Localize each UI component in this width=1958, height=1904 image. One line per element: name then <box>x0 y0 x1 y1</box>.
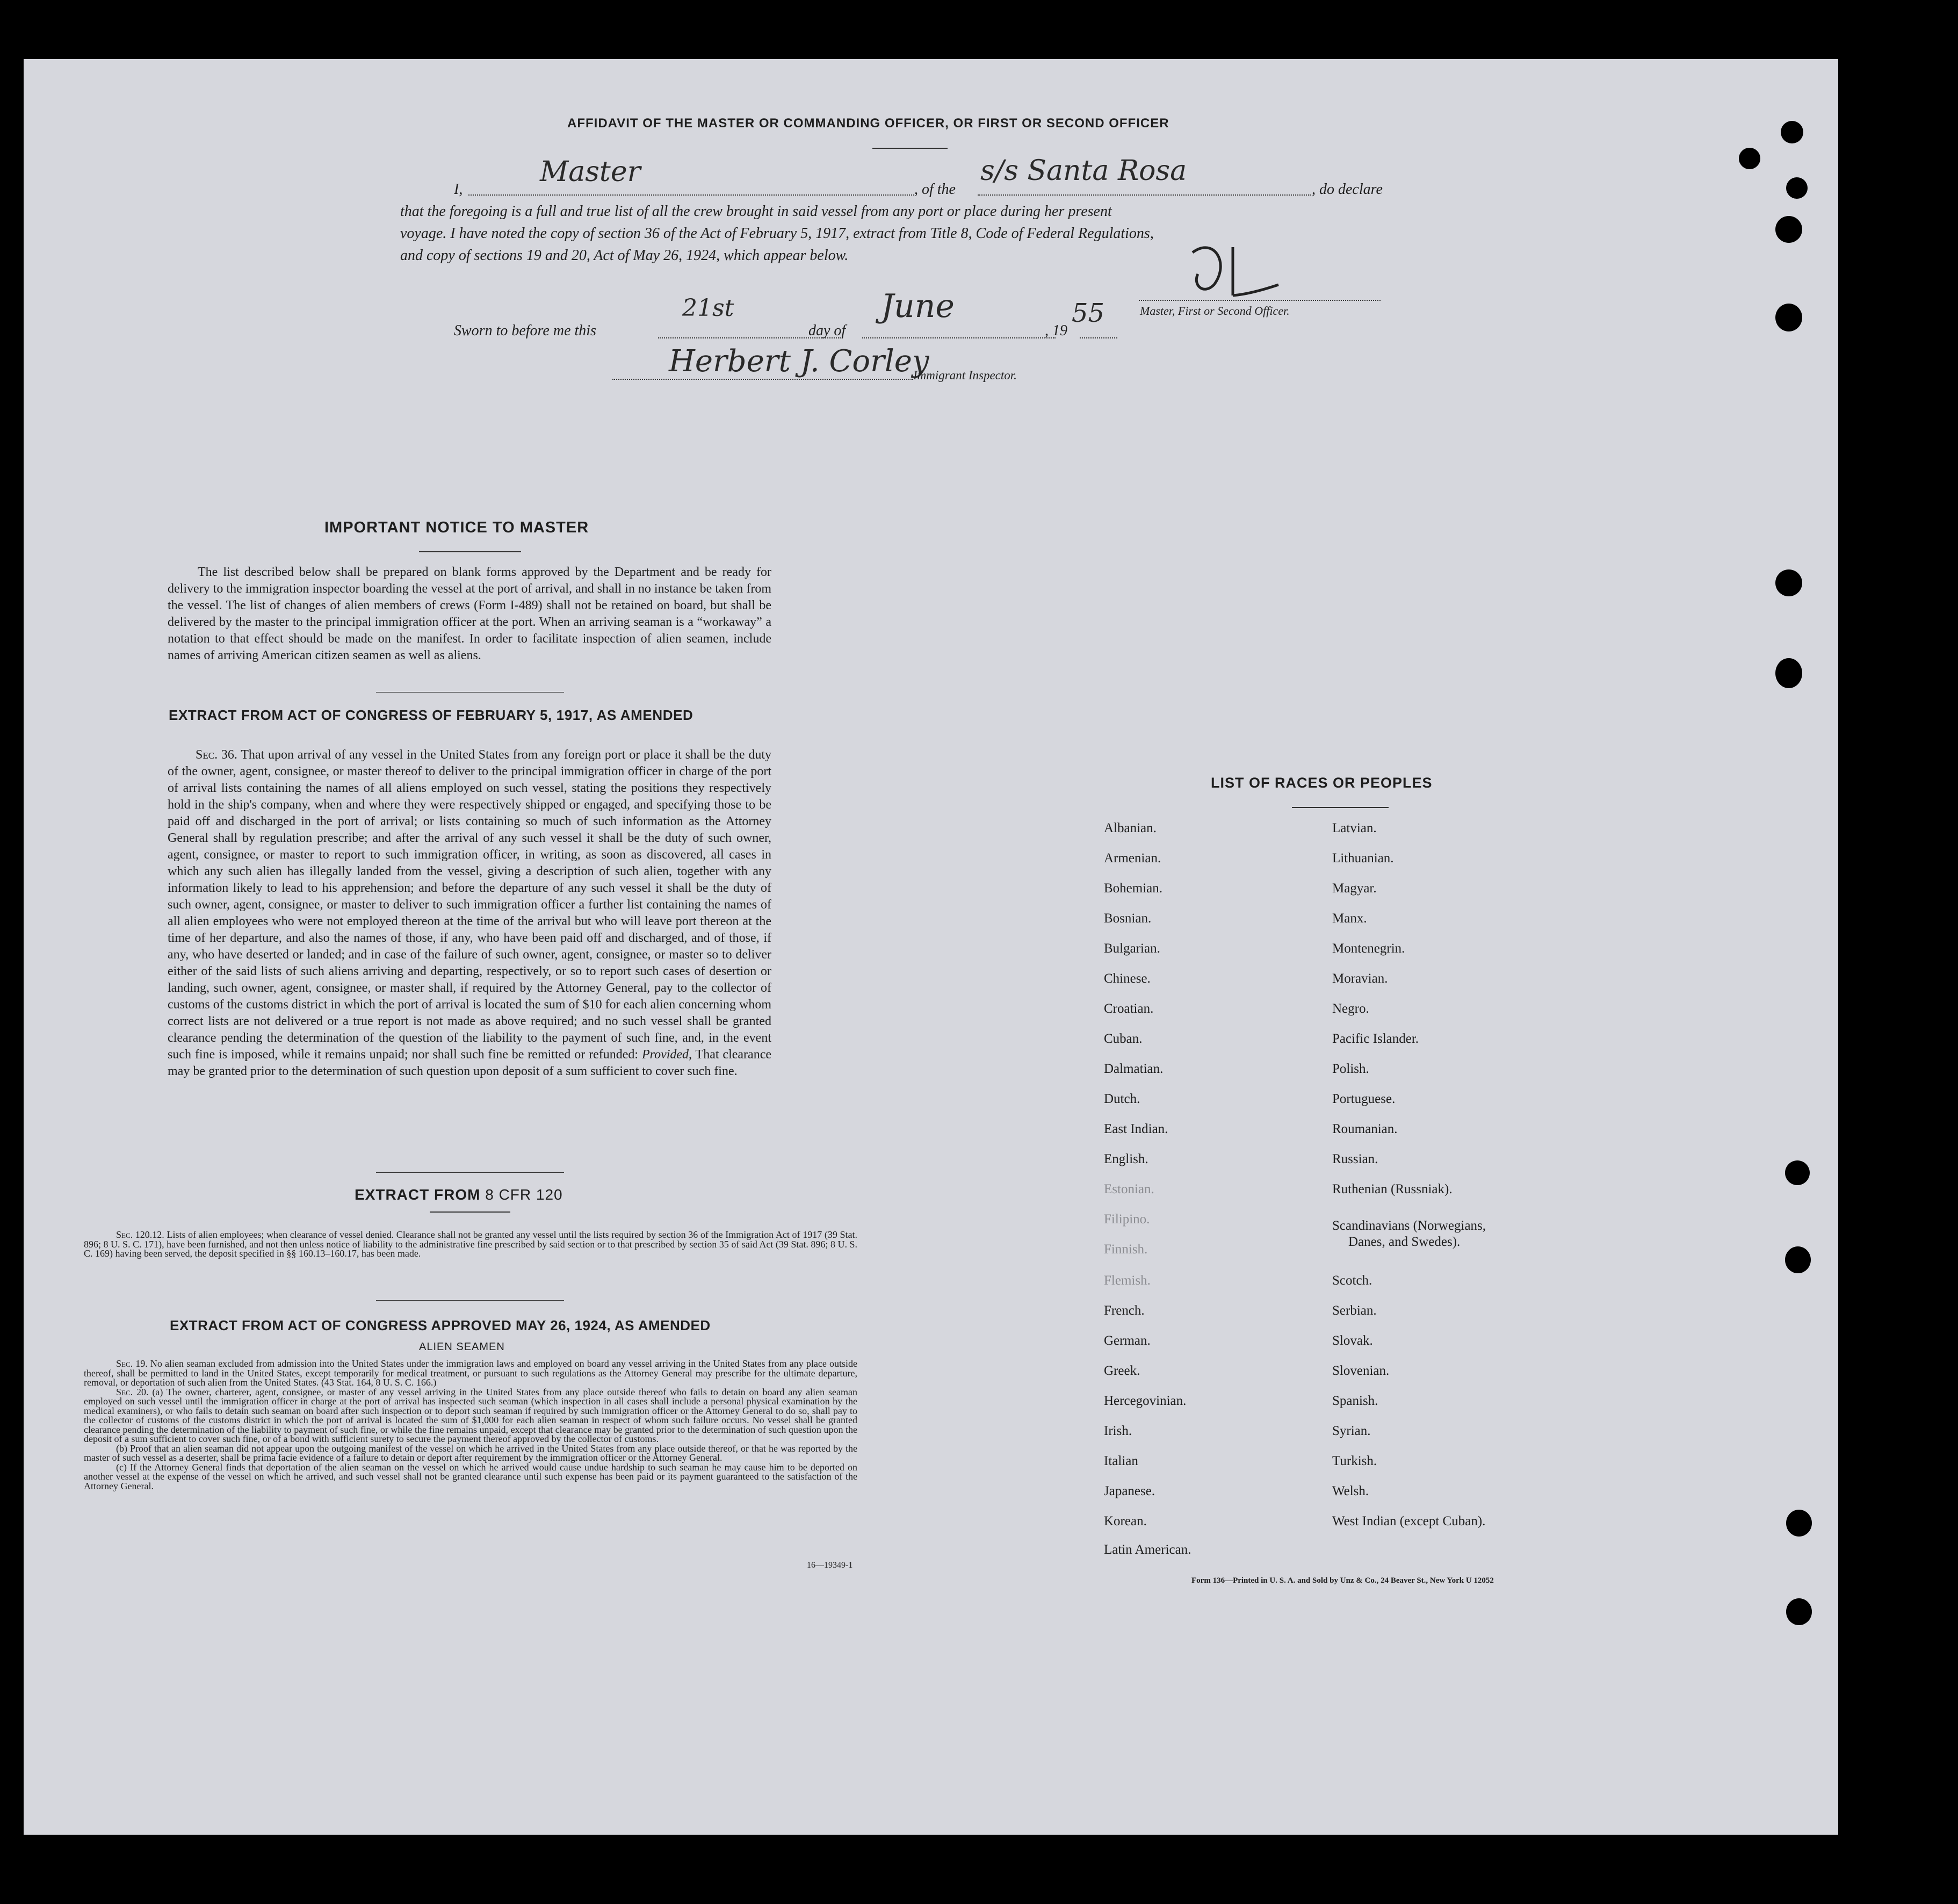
handwritten-year: 55 <box>1072 298 1105 328</box>
race-item: Welsh. <box>1332 1484 1369 1498</box>
race-item: Japanese. <box>1104 1484 1155 1498</box>
race-item: Scandinavians (Norwegians, <box>1332 1218 1486 1233</box>
blank-line <box>978 194 1311 196</box>
race-item: Dutch. <box>1104 1092 1140 1106</box>
extract-1924-title: EXTRACT FROM ACT OF CONGRESS APPROVED MAY 26, 1924, AS AMENDED <box>170 1317 711 1333</box>
race-item: Danes, and Swedes). <box>1348 1235 1461 1249</box>
sec-20b: (b) Proof that an alien seaman did not appear upon the outgoing manifest of the vessel on which he arrived in the United States from any place outside thereof, or that he was reported by the master of such vessel as a deserter, shall be prima facie evidence of a failure to detain or deport after requirement by the immigration officer or the Attorney General. <box>84 1443 857 1463</box>
cfr-body <box>84 1230 857 1259</box>
race-item: Montenegrin. <box>1332 941 1405 956</box>
race-item: Russian. <box>1332 1152 1378 1166</box>
sworn-day-label: day of <box>808 322 846 339</box>
blank-line <box>862 337 1056 338</box>
inspector-label: Immigrant Inspector. <box>913 369 1017 382</box>
officer-label: Master, First or Second Officer. <box>1140 304 1290 318</box>
race-item: Polish. <box>1332 1062 1369 1076</box>
race-item: Scotch. <box>1332 1273 1372 1288</box>
race-item: English. <box>1104 1152 1148 1166</box>
handwritten-vessel: s/s Santa Rosa <box>980 155 1187 187</box>
races-title: LIST OF RACES OR PEOPLES <box>1211 775 1433 791</box>
punch-hole <box>1775 216 1802 243</box>
cfr-title-prefix: EXTRACT FROM <box>355 1186 481 1203</box>
race-item: Manx. <box>1332 911 1367 926</box>
sworn-year-prefix: , 19 <box>1045 322 1067 339</box>
race-item: Bohemian. <box>1104 881 1163 896</box>
race-item: Roumanian. <box>1332 1122 1398 1136</box>
sec-19-text: No alien seaman excluded from admission into the United States under the immigration laws and employed on board any vessel arriving in the United States from any place outside thereof, shall be permitted to land in the United States, except temporarily for medical treatment, or pursuant to such regulations as the Attorney General may prescribe for the ultimate departure, removal, or deportation of such alien from the United States. (43 Stat. 164, 8 U. S. C. 166.) <box>84 1358 857 1388</box>
punch-hole <box>1786 1598 1812 1625</box>
sec-36-text-part2: That clearance may be granted prior to the determination of such question upon deposit of a sum sufficient to cover such fine. <box>168 1048 771 1078</box>
race-item: Dalmatian. <box>1104 1062 1164 1076</box>
sec-19-label: Sec. 19. <box>116 1358 148 1369</box>
race-item: Syrian. <box>1332 1424 1371 1438</box>
handwritten-day: 21st <box>682 294 734 322</box>
extract-1917-body <box>168 747 771 1080</box>
race-item: Ruthenian (Russniak). <box>1332 1182 1453 1196</box>
race-item: French. <box>1104 1303 1145 1318</box>
sec-20-label: Sec. 20. <box>116 1386 149 1397</box>
affidavit-of-the: , of the <box>914 181 956 198</box>
race-item: West Indian (except Cuban). <box>1332 1514 1486 1528</box>
notice-body: The list described below shall be prepared on blank forms approved by the Department and be ready for delivery to the immigration inspector boarding the vessel at the port of arrival, and shall in no instance be taken from the vessel. The list of changes of alien members of crews (Form I-489) shall not be retained on board, but shall be delivered by the master to the principal immigration officer at the port. When an arriving seaman is a “workaway” a notation to that effect should be made on the manifest. In order to facilitate inspection of alien seamen, include names of arriving American citizen seamen as well as aliens. <box>168 565 771 662</box>
affidavit-line-4: and copy of sections 19 and 20, Act of May 26, 1924, which appear below. <box>400 247 849 264</box>
sec-19 <box>84 1359 857 1388</box>
punch-hole <box>1781 121 1803 143</box>
sec-36-label: Sec. 36. <box>196 748 237 762</box>
extract-1924-body <box>84 1359 857 1491</box>
handwritten-master: Master <box>540 156 641 188</box>
punch-hole <box>1785 1246 1811 1273</box>
handwritten-inspector: Herbert J. Corley <box>669 344 929 379</box>
affidavit-line-3: voyage. I have noted the copy of section 36 of the Act of February 5, 1917, extract from Title 8, Code of Federal Regulations, <box>400 225 1154 242</box>
sec-36-text-part1: That upon arrival of any vessel in the United States from any foreign port or place it shall be the duty of the owner, agent, consignee, or master thereof to deliver to the principal immigration officer in charge of the port of arrival lists containing the names of all aliens employed on such vessel, stating the positions they respectively hold in the ship's company, when and where they were respectively shipped or engaged, and specifying those to be paid off and discharged in the port of arrival; or lists containing so much of such information as the Attorney General shall by regulation prescribe; and after the arrival of any such vessel it shall be the duty of such owner, agent, consignee, or master to report to such immigration officer, in writing, as soon as discovered, all cases in which any such alien has illegally landed from the vessel, giving a description of such alien, together with any information likely to lead to his apprehension; and before the departure of any such vessel it shall be the duty of such owner, agent, consignee, or master to deliver to such immigration officer a further list containing the names of all alien employees who were not employed thereon at the time of the arrival but who will leave port thereon at the time of her departure, and also the names of those, if any, who have been paid off and discharged, and of those, if any, who have deserted or landed; and in case of the failure of such owner, agent, consignee, or master so to deliver either of the said lists of such aliens arriving and departing, respectively, or so to report such cases of desertion or landing, such owner, agent, consignee, or master shall, if required by the Attorney General, pay to the collector of customs of the customs district in which the port of arrival is located the sum of $10 for each alien concerning whom correct lists are not delivered or a true report is not made as above required; and no such vessel shall be granted clearance pending the determination of the question of the liability to the payment of such fine, and, in the event such fine is imposed, while it remains unpaid; nor shall such fine be remitted or refunded: <box>168 748 771 1062</box>
race-item: Moravian. <box>1332 971 1388 986</box>
punch-hole <box>1739 148 1760 169</box>
extract-1924-subtitle: ALIEN SEAMEN <box>419 1341 505 1353</box>
affidavit-i: I, <box>454 181 463 198</box>
notice-title: IMPORTANT NOTICE TO MASTER <box>324 519 589 536</box>
race-item: Turkish. <box>1332 1454 1377 1468</box>
race-item: Spanish. <box>1332 1394 1378 1408</box>
race-item: Albanian. <box>1104 821 1157 835</box>
divider <box>376 692 564 693</box>
divider <box>430 1211 510 1213</box>
cfr-title-ref: 8 CFR 120 <box>485 1186 563 1203</box>
punch-hole <box>1775 658 1802 688</box>
sec-20a <box>84 1388 857 1444</box>
divider <box>872 148 948 149</box>
race-item: Slovenian. <box>1332 1364 1390 1378</box>
divider <box>1292 807 1389 808</box>
race-item: Filipino. <box>1104 1212 1150 1227</box>
sec-20c: (c) If the Attorney General finds that deportation of the alien seaman on the vessel on which he arrived would cause undue hardship to such seaman he may cause him to be deported on another vessel at the expense of the vessel on which he arrived, and such vessel shall not be granted clearance until such expense has been paid or its payment guaranteed to the satisfaction of the Attorney General. <box>84 1461 857 1491</box>
handwritten-month: June <box>881 287 955 325</box>
race-item: Pacific Islander. <box>1332 1032 1419 1046</box>
race-item: Bosnian. <box>1104 911 1152 926</box>
race-item: Negro. <box>1332 1001 1369 1016</box>
punch-hole <box>1785 1160 1810 1185</box>
race-item: Finnish. <box>1104 1242 1148 1257</box>
punch-hole <box>1786 1510 1812 1537</box>
provided-label: Provided, <box>641 1048 692 1062</box>
officer-signature-line <box>1139 300 1381 301</box>
race-item: Cuban. <box>1104 1032 1143 1046</box>
punch-hole <box>1775 569 1802 596</box>
cfr-title <box>355 1186 563 1203</box>
punch-hole <box>1786 177 1808 199</box>
punch-hole <box>1775 304 1802 331</box>
race-item: Estonian. <box>1104 1182 1154 1196</box>
sec-20a-text: (a) The owner, charterer, agent, consignee, or master of any vessel arriving in the United States from any place outside thereof who fails to detain on board any alien seaman employed on such vessel until the immigration officer in charge at the port of arrival has inspected such seaman (which inspection in all cases shall include a personal physical examination by the medical examiners), or who fails to detain such seaman on board after such inspection or to deport such seaman if required by such immigration officer or the Attorney General to do so, shall pay to the collector of customs of the customs district in which the port of arrival is located the sum of $1,000 for each alien seaman in respect of whom such failure occurs. No vessel shall be granted clearance pending the determination of the liability to payment of such fine, or while the fine remains unpaid, except that clearance may be granted prior to the determination of such question upon the deposit of a sum sufficient to cover such fine, or of a bond with sufficient surety to secure the payment thereof approved by the collector of customs. <box>84 1386 857 1444</box>
race-item: Chinese. <box>1104 971 1151 986</box>
race-item: Magyar. <box>1332 881 1377 896</box>
race-item: Portuguese. <box>1332 1092 1396 1106</box>
form-code: 16—19349-1 <box>807 1561 853 1570</box>
officer-signature <box>1182 231 1289 306</box>
race-item: Korean. <box>1104 1514 1147 1528</box>
blank-line <box>468 194 914 196</box>
form-note: Form 136—Printed in U. S. A. and Sold by Unz & Co., 24 Beaver St., New York U 12052 <box>1191 1576 1494 1585</box>
divider <box>376 1172 564 1173</box>
sec-120-12-text: Lists of alien employees; when clearance of vessel denied. Clearance shall not be granted any vessel until the lists required by section 36 of the Immigration Act of 1917 (39 Stat. 896; 8 U. S. C. 171), have been furnished, and not then unless notice of liability to the administrative fine prescribed by said section or to that prescribed by section 35 of said Act (39 Stat. 896; 8 U. S. C. 169) having been served, the deposit specified in §§ 160.13–160.17, has been made. <box>84 1229 858 1259</box>
race-item: East Indian. <box>1104 1122 1168 1136</box>
extract-1917-title: EXTRACT FROM ACT OF CONGRESS OF FEBRUARY 5, 1917, AS AMENDED <box>169 707 693 723</box>
race-item: Hercegovinian. <box>1104 1394 1187 1408</box>
race-item: Serbian. <box>1332 1303 1377 1318</box>
race-item: Slovak. <box>1332 1333 1373 1348</box>
divider <box>376 1300 564 1301</box>
inspector-signature-line <box>612 379 913 380</box>
affidavit-title: AFFIDAVIT OF THE MASTER OR COMMANDING OFFICER, OR FIRST OR SECOND OFFICER <box>567 116 1169 131</box>
sec-120-12-label: Sec. 120.12. <box>116 1229 164 1240</box>
race-item: Bulgarian. <box>1104 941 1160 956</box>
affidavit-line-2: that the foregoing is a full and true list of all the crew brought in said vessel from any port or place during her present <box>400 203 1112 220</box>
race-item: Greek. <box>1104 1364 1140 1378</box>
affidavit-do-declare: , do declare <box>1312 181 1383 198</box>
blank-line <box>1080 337 1117 338</box>
race-item: Flemish. <box>1104 1273 1151 1288</box>
race-item: Armenian. <box>1104 851 1161 866</box>
race-item: Latvian. <box>1332 821 1377 835</box>
race-item: Lithuanian. <box>1332 851 1394 866</box>
race-item: Latin American. <box>1104 1542 1191 1557</box>
divider <box>419 551 521 552</box>
sworn-prefix: Sworn to before me this <box>454 322 596 339</box>
race-item: Irish. <box>1104 1424 1132 1438</box>
race-item: Italian <box>1104 1454 1138 1468</box>
race-item: Croatian. <box>1104 1001 1154 1016</box>
race-item: German. <box>1104 1333 1151 1348</box>
